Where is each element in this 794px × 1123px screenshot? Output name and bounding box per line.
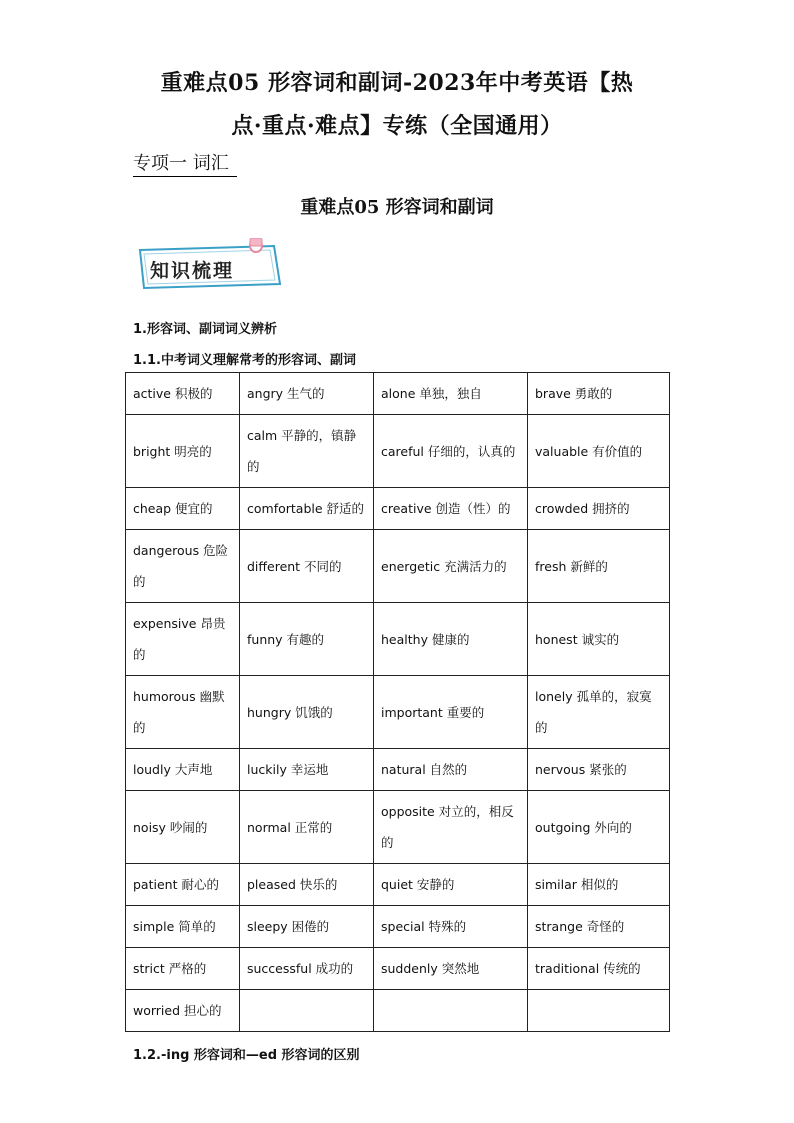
table-cell: creative 创造（性）的 <box>374 488 528 530</box>
table-cell: outgoing 外向的 <box>528 791 670 864</box>
table-cell: simple 简单的 <box>126 906 240 948</box>
table-cell: normal 正常的 <box>240 791 374 864</box>
table-cell: loudly 大声地 <box>126 749 240 791</box>
table-row <box>126 791 670 864</box>
table-cell: quiet 安静的 <box>374 864 528 906</box>
table-cell: angry 生气的 <box>240 373 374 415</box>
table-row <box>126 488 670 530</box>
table-cell: valuable 有价值的 <box>528 415 670 488</box>
table-cell: different 不同的 <box>240 530 374 603</box>
table-row <box>126 990 670 1032</box>
table-cell: lonely 孤单的，寂寞的 <box>528 676 670 749</box>
table-cell: noisy 吵闹的 <box>126 791 240 864</box>
table-row <box>126 373 670 415</box>
table-cell: special 特殊的 <box>374 906 528 948</box>
table-cell <box>240 990 374 1032</box>
table-cell: natural 自然的 <box>374 749 528 791</box>
table-cell: nervous 紧张的 <box>528 749 670 791</box>
table-row <box>126 676 670 749</box>
table-cell: hungry 饥饿的 <box>240 676 374 749</box>
table-cell: honest 诚实的 <box>528 603 670 676</box>
table-cell: patient 耐心的 <box>126 864 240 906</box>
table-cell: healthy 健康的 <box>374 603 528 676</box>
vocabulary-table <box>125 372 670 1032</box>
table-row <box>126 749 670 791</box>
table-cell: bright 明亮的 <box>126 415 240 488</box>
banner-text: 知识梳理 <box>150 260 235 282</box>
table-cell: expensive 昂贵的 <box>126 603 240 676</box>
table-cell: careful 仔细的，认真的 <box>374 415 528 488</box>
table-cell: successful 成功的 <box>240 948 374 990</box>
heading-1: 1.形容词、副词词义辨析 <box>133 322 277 337</box>
table-cell: alone 单独，独自 <box>374 373 528 415</box>
table-cell: opposite 对立的，相反的 <box>374 791 528 864</box>
table-cell: brave 勇敢的 <box>528 373 670 415</box>
table-cell <box>528 990 670 1032</box>
document-title <box>120 62 674 148</box>
table-cell: important 重要的 <box>374 676 528 749</box>
table-row <box>126 948 670 990</box>
title-line-1: 重难点05 形容词和副词-2023年中考英语【热 <box>160 70 634 96</box>
table-cell: suddenly 突然地 <box>374 948 528 990</box>
table-cell: traditional 传统的 <box>528 948 670 990</box>
title-line-2: 点·重点·难点】专练（全国通用） <box>231 113 563 139</box>
table-cell: energetic 充满活力的 <box>374 530 528 603</box>
table-cell: crowded 拥挤的 <box>528 488 670 530</box>
table-cell: pleased 快乐的 <box>240 864 374 906</box>
table-cell: active 积极的 <box>126 373 240 415</box>
table-cell: funny 有趣的 <box>240 603 374 676</box>
table-cell: dangerous 危险的 <box>126 530 240 603</box>
table-cell: calm 平静的，镇静的 <box>240 415 374 488</box>
table-cell: cheap 便宜的 <box>126 488 240 530</box>
table-row <box>126 415 670 488</box>
table-cell: strict 严格的 <box>126 948 240 990</box>
table-cell: humorous 幽默的 <box>126 676 240 749</box>
table-cell: worried 担心的 <box>126 990 240 1032</box>
heading-1-1: 1.1.中考词义理解常考的形容词、副词 <box>133 353 356 368</box>
table-cell: fresh 新鲜的 <box>528 530 670 603</box>
heading-1-2: 1.2.-ing 形容词和—ed 形容词的区别 <box>133 1048 360 1063</box>
table-row <box>126 603 670 676</box>
table-cell: sleepy 困倦的 <box>240 906 374 948</box>
section-label: 专项一 词汇 <box>133 152 237 177</box>
table-cell: similar 相似的 <box>528 864 670 906</box>
table-row <box>126 906 670 948</box>
table-cell: luckily 幸运地 <box>240 749 374 791</box>
table-row <box>126 864 670 906</box>
table-row <box>126 530 670 603</box>
table-cell: comfortable 舒适的 <box>240 488 374 530</box>
table-cell <box>374 990 528 1032</box>
table-cell: strange 奇怪的 <box>528 906 670 948</box>
subtitle: 重难点05 形容词和副词 <box>300 197 494 218</box>
